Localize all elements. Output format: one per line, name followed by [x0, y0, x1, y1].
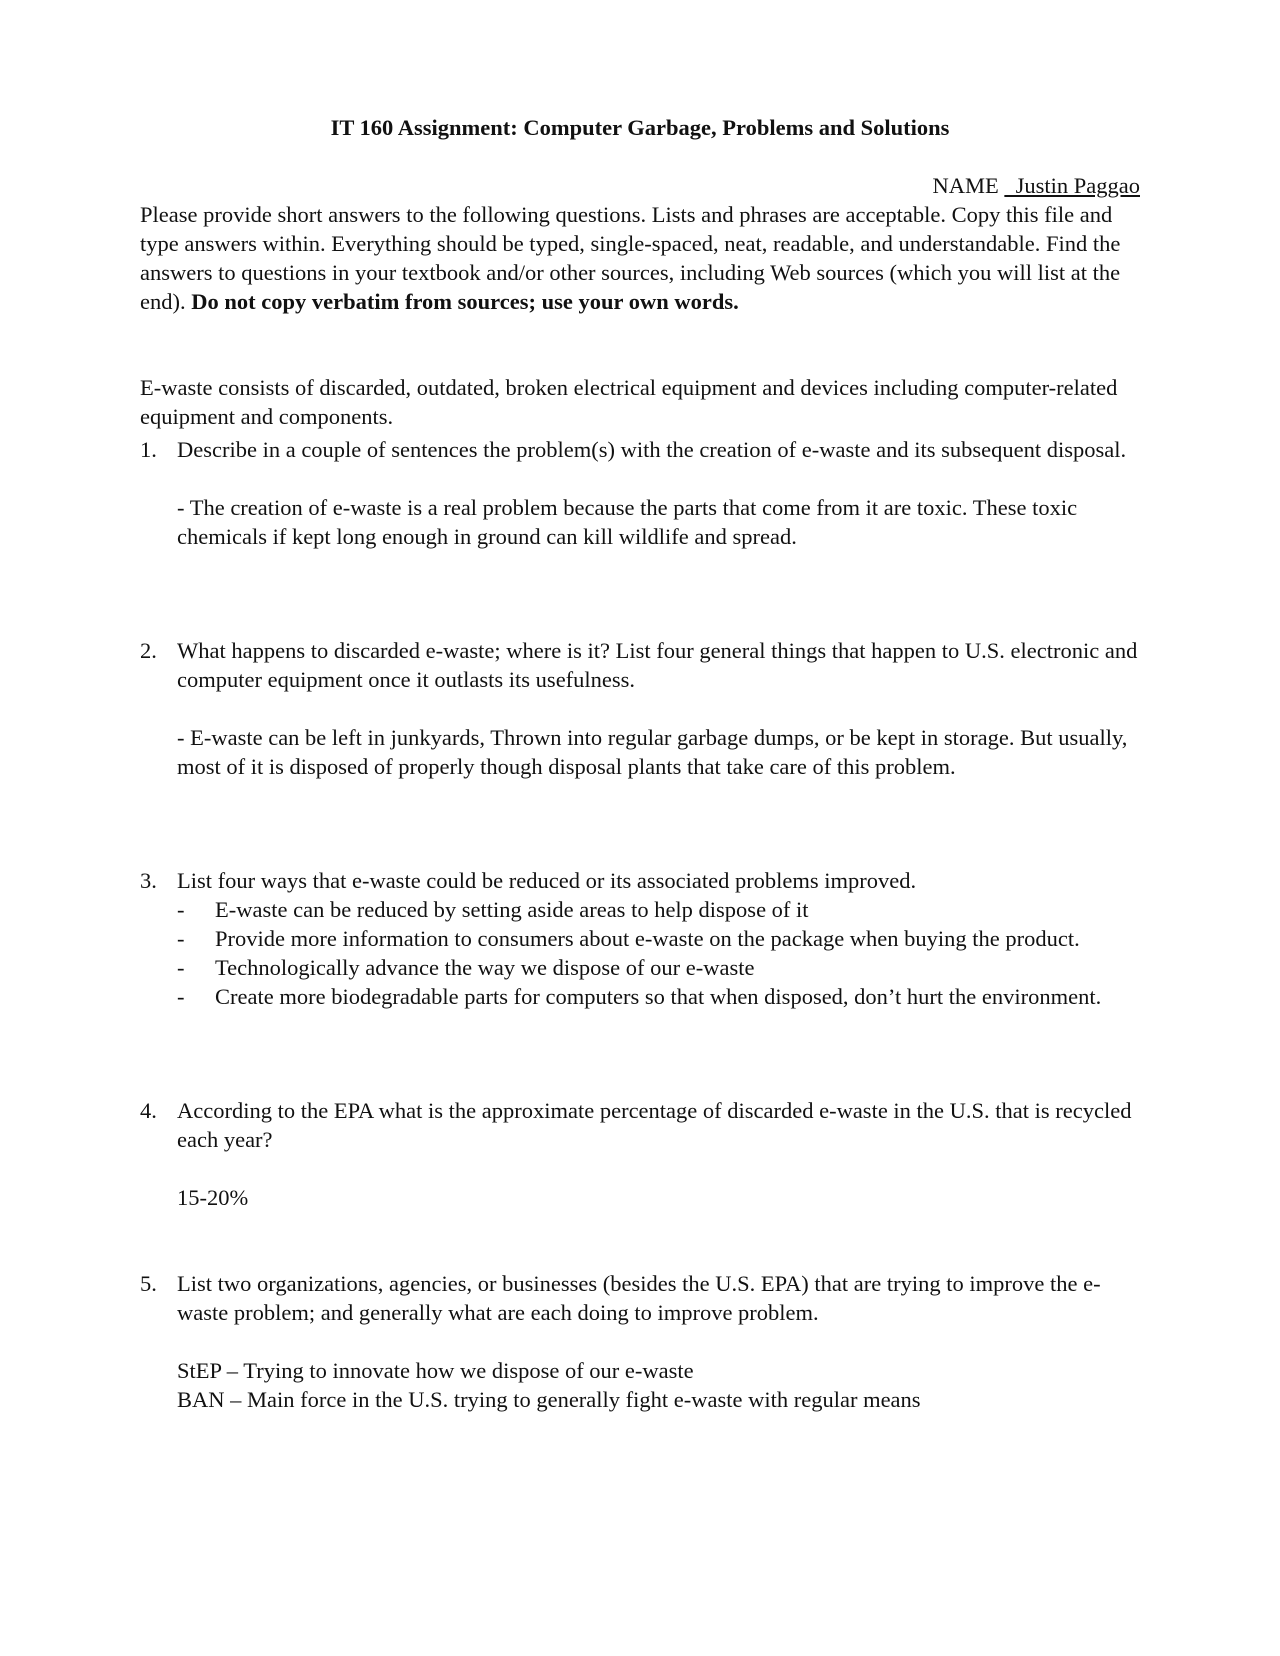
- question-text: Describe in a couple of sentences the problem(s) with the creation of e-waste and its subsequent disposal.: [177, 437, 1127, 462]
- answer-text: - E-waste can be left in junkyards, Thrown into regular garbage dumps, or be kept in storage. But usually, most of it is disposed of properly though disposal plants that take care of this problem.: [177, 725, 1128, 779]
- list-item-text: E-waste can be reduced by setting aside areas to help dispose of it: [215, 897, 809, 922]
- question-number: 1.: [140, 437, 157, 462]
- name-value: Justin Paggao: [1004, 173, 1140, 198]
- list-item-text: Provide more information to consumers about e-waste on the package when buying the product.: [215, 926, 1080, 951]
- list-item-text: Technologically advance the way we dispose of our e-waste: [215, 955, 755, 980]
- question-text: List four ways that e-waste could be reduced or its associated problems improved.: [177, 868, 917, 893]
- question-1: [140, 435, 1140, 551]
- question-3: [140, 866, 1140, 1011]
- question-number: 2.: [140, 638, 157, 663]
- document-page: [140, 0, 1140, 1656]
- answer-text: 15-20%: [177, 1185, 249, 1210]
- list-item: - Create more biodegradable parts for computers so that when disposed, don’t hurt the environment.: [177, 984, 1102, 1009]
- question-number: 3.: [140, 868, 157, 893]
- ewaste-definition: E-waste consists of discarded, outdated, broken electrical equipment and devices including computer-related equipment and components.: [140, 375, 1118, 429]
- instructions-paragraph: [140, 200, 1140, 316]
- name-line: [932, 171, 1140, 200]
- list-item: - E-waste can be reduced by setting aside areas to help dispose of it: [177, 897, 809, 922]
- question-5: [140, 1269, 1140, 1414]
- instructions-bold-text: Do not copy verbatim from sources; use your own words.: [191, 289, 739, 314]
- name-label: NAME: [932, 173, 1005, 198]
- list-item-text: Create more biodegradable parts for computers so that when disposed, don’t hurt the environment.: [215, 984, 1102, 1009]
- question-text: List two organizations, agencies, or businesses (besides the U.S. EPA) that are trying to improve the e-waste problem; and generally what are each doing to improve problem.: [177, 1271, 1101, 1325]
- answer-line: StEP – Trying to innovate how we dispose of our e-waste: [177, 1358, 694, 1383]
- document-title: IT 160 Assignment: Computer Garbage, Problems and Solutions: [330, 115, 950, 140]
- question-2: [140, 636, 1140, 781]
- question-number: 4.: [140, 1098, 157, 1123]
- question-text: What happens to discarded e-waste; where is it? List four general things that happen to U.S. electronic and computer equipment once it outlasts its usefulness.: [177, 638, 1138, 692]
- question-4: [140, 1096, 1140, 1212]
- instructions-text: Please provide short answers to the following questions. Lists and phrases are acceptable. Copy this file and type answers within. Everything should be typed, single-spaced, neat, readable, and understandable. Find the answers to questions in your textbook and/or other sources, including Web sources (which you will list at the end).: [140, 202, 1121, 314]
- list-item: - Provide more information to consumers about e-waste on the package when buying the product.: [177, 926, 1080, 951]
- answer-line: BAN – Main force in the U.S. trying to generally fight e-waste with regular means: [177, 1387, 921, 1412]
- question-text: According to the EPA what is the approximate percentage of discarded e-waste in the U.S. that is recycled each year?: [177, 1098, 1132, 1152]
- question-number: 5.: [140, 1271, 157, 1296]
- answer-text: - The creation of e-waste is a real problem because the parts that come from it are toxic. These toxic chemicals if kept long enough in ground can kill wildlife and spread.: [177, 495, 1078, 549]
- list-item: - Technologically advance the way we dispose of our e-waste: [177, 955, 755, 980]
- answer-list: [177, 895, 1140, 1011]
